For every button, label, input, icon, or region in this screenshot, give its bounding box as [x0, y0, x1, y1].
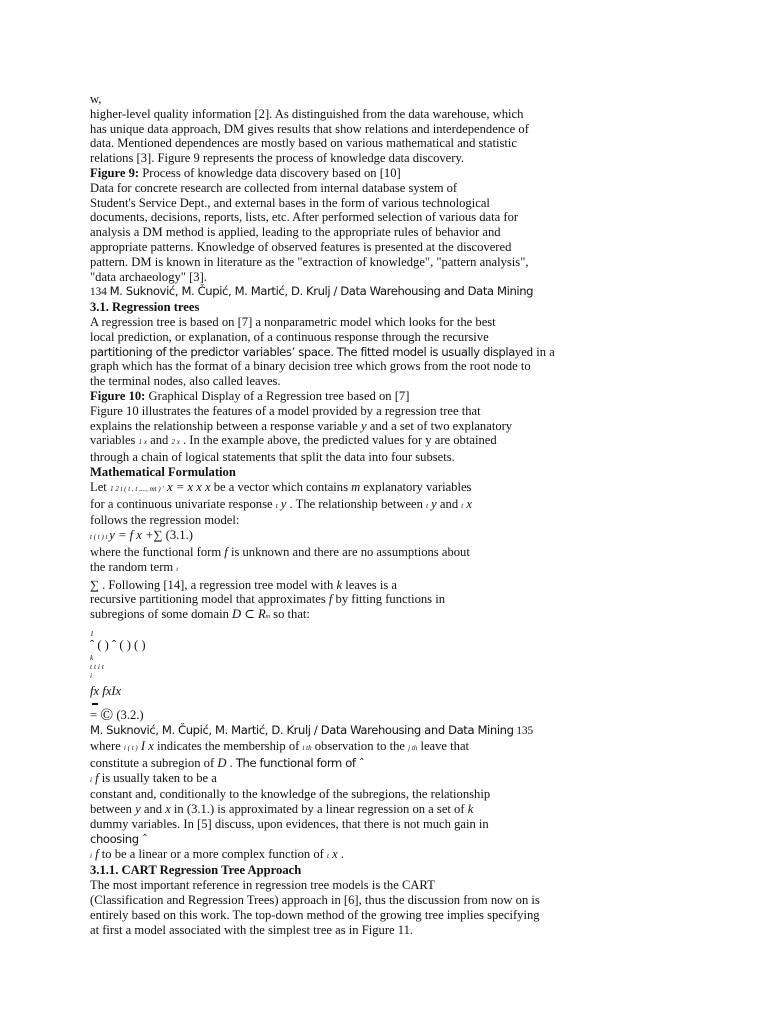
text-line: i f to be a linear or a more complex function of t x . — [90, 846, 344, 861]
equation-fragment: i — [90, 670, 93, 680]
equation-fragment: t t i t — [90, 661, 104, 671]
text-line: constitute a subregion of D . The functional form of ˆ — [90, 755, 365, 770]
text-line: relations [3]. Figure 9 represents the process of knowledge data discovery. — [90, 151, 465, 166]
figure-10-caption: Figure 10: Graphical Display of a Regression tree based on [7] — [90, 388, 410, 403]
text-line: the random term t — [90, 559, 179, 574]
running-header: 134 M. Suknović, M. Čupić, M. Martić, D. Krulj / Data Warehousing and Data Mining — [90, 284, 534, 299]
text-line: dummy variables. In [5] discuss, upon evidences, that there is not much gain in — [90, 817, 489, 832]
equation-fragment: ˆ ( ) ˆ ( ) ( ) — [90, 637, 146, 652]
section-heading: 3.1.1. CART Regression Tree Approach — [90, 863, 302, 878]
text-line: subregions of some domain D ⊂ Rm so that: — [90, 607, 310, 622]
text-line: data. Mentioned dependences are mostly based on various mathematical and statistic — [90, 136, 518, 151]
equation-bar — [92, 703, 98, 705]
text-line: appropriate patterns. Knowledge of observed features is presented at the discovered — [90, 239, 512, 254]
equation-3-1: t ( t ) t y = f x +∑ (3.1.) — [90, 528, 193, 543]
text-line: w, — [90, 92, 102, 106]
section-heading: Mathematical Formulation — [90, 464, 236, 479]
text-line: "data archaeology" [3]. — [90, 269, 207, 284]
equation-fragment: fx fxIx — [90, 683, 122, 698]
text-line: where i ( t ) I x indicates the membership of t th observation to the j th leave that — [90, 739, 470, 754]
text-line: between y and x in (3.1.) is approximated by a linear regression on a set of k — [90, 802, 474, 817]
text-line: A regression tree is based on [7] a nonparametric model which looks for the best — [90, 314, 496, 329]
text-line: follows the regression model: — [90, 513, 240, 528]
text-line: pattern. DM is known in literature as the "extraction of knowledge", "pattern analysis", — [90, 254, 529, 269]
text-line: constant and, conditionally to the knowledge of the subregions, the relationship — [90, 787, 491, 802]
text-line: where the functional form f is unknown and there are no assumptions about — [90, 544, 470, 559]
text-line: Let 1 2 t ( t , t ,..., mt ) ' x = x x x be a vector which contains m explanatory variables — [90, 479, 472, 494]
document-page — [90, 92, 555, 937]
text-line: documents, decisions, reports, lists, etc. After performed selection of various data for — [90, 210, 519, 225]
text-line: entirely based on this work. The top-down method of the growing tree implies specifying — [90, 907, 540, 922]
text-line: ∑ . Following [14], a regression tree model with k leaves is a — [90, 577, 397, 592]
equation-3-2: = © (3.2.) — [90, 705, 144, 725]
text-line: partitioning of the predictor variables’ space. The fitted model is usually displayed in a — [90, 344, 555, 359]
text-line: (Classification and Regression Trees) approach in [6], thus the discussion from now on is — [90, 893, 540, 908]
text-line: local prediction, or explanation, of a continuous response through the recursive — [90, 329, 489, 344]
text-line: has unique data approach, DM gives results that show relations and interdependence of — [90, 121, 529, 136]
section-heading: 3.1. Regression trees — [90, 300, 200, 315]
text-line: explains the relationship between a response variable y and a set of two explanatory — [90, 418, 513, 433]
text-line: choosing ˆ — [90, 831, 148, 846]
text-line: analysis a DM method is applied, leading to the appropriate rules of behavior and — [90, 225, 501, 240]
text-line: through a chain of logical statements that split the data into four subsets. — [90, 450, 455, 465]
running-header: M. Suknović, M. Čupić, M. Martić, D. Krulj / Data Warehousing and Data Mining 135 — [90, 723, 534, 738]
text-line: at first a model associated with the simplest tree as in Figure 11. — [90, 922, 414, 937]
text-line: Figure 10 illustrates the features of a model provided by a regression tree that — [90, 403, 481, 418]
text-line: recursive partitioning model that approximates f by fitting functions in — [90, 592, 446, 607]
text-line: higher-level quality information [2]. As distinguished from the data warehouse, which — [90, 106, 524, 121]
text-line: i f is usually taken to be a — [90, 770, 217, 785]
text-line: Data for concrete research are collected from internal database system of — [90, 180, 458, 195]
text-line: Student's Service Dept., and external bases in the form of various technological — [90, 195, 490, 210]
equation-fragment: 1 — [90, 628, 94, 638]
figure-9-caption: Figure 9: Process of knowledge data discovery based on [10] — [90, 165, 401, 180]
text-line: graph which has the format of a binary decision tree which grows from the root node to — [90, 359, 531, 374]
text-line: the terminal nodes, also called leaves. — [90, 374, 281, 389]
equation-fragment: k — [90, 652, 94, 662]
text-line: variables 1 x and 2 x . In the example above, the predicted values for y are obtained — [90, 433, 497, 448]
text-line: The most important reference in regression tree models is the CART — [90, 878, 435, 893]
text-line: for a continuous univariate response t y . The relationship between t y and t x — [90, 496, 472, 511]
